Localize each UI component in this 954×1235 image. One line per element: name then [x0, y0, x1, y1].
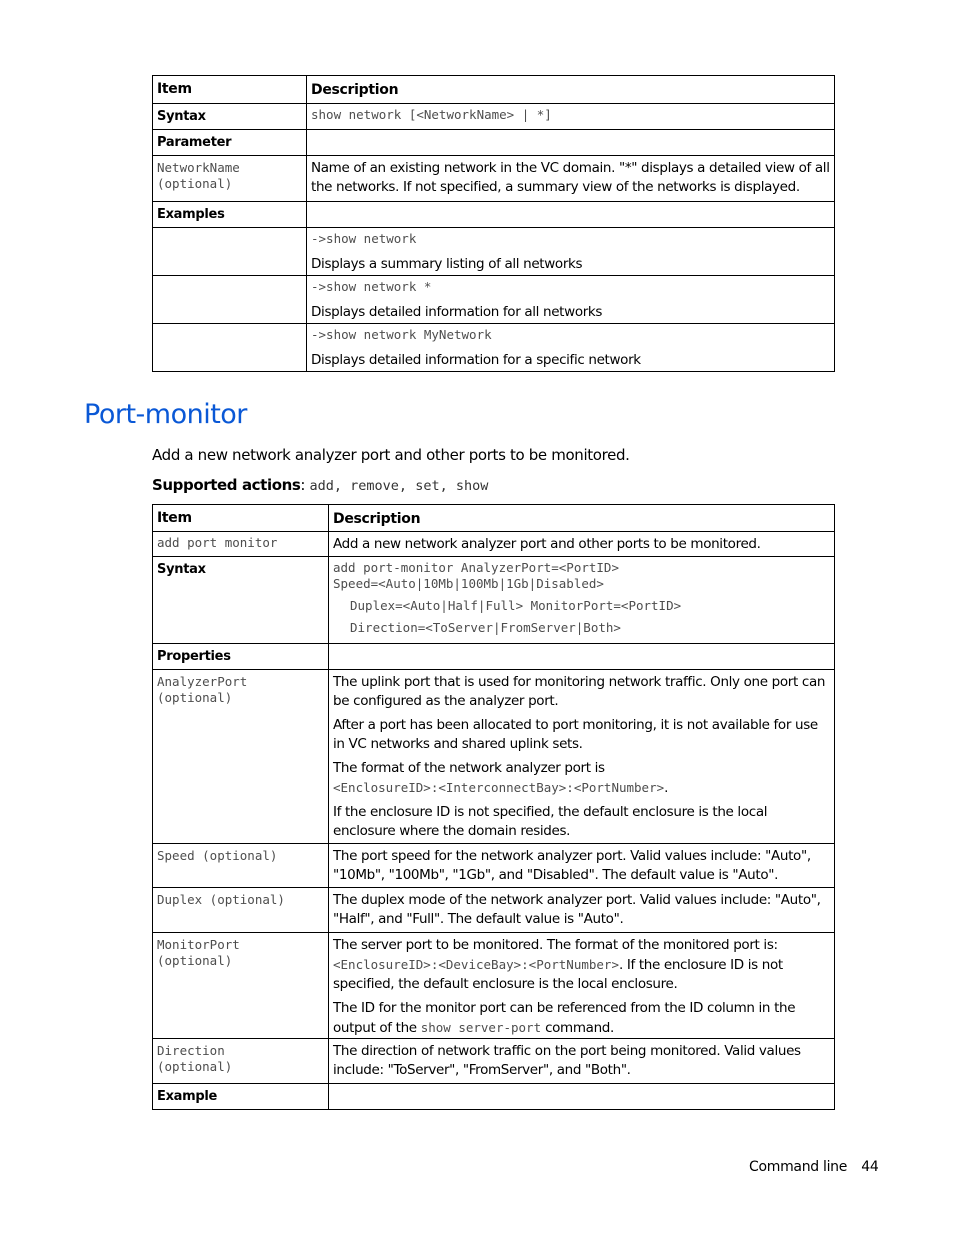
- monitorport-id-text: The ID for the monitor port can be referenced from the ID column in the output of the: [333, 1000, 796, 1036]
- example-label: Example: [153, 1084, 329, 1110]
- supported-actions: [152, 476, 488, 494]
- table-header-row: [153, 76, 835, 104]
- example-row: [153, 228, 835, 276]
- example-cell: [307, 228, 835, 276]
- speed-param: [153, 844, 329, 888]
- monitorport-format-code: <EnclosureID>:<DeviceBay>:<PortNumber>: [333, 957, 619, 972]
- example-row-empty: [153, 228, 307, 276]
- example-row: [153, 276, 835, 324]
- page-footer: [749, 1159, 878, 1175]
- add-port-monitor-code: add port monitor: [157, 535, 278, 550]
- syntax-line-3: Duplex=<Auto|Half|Full> MonitorPort=<PortID>: [350, 598, 682, 613]
- properties-empty: [329, 644, 835, 670]
- monitorport-name: MonitorPort: [157, 937, 240, 952]
- parameter-row: [153, 130, 835, 156]
- syntax-row: [153, 557, 835, 644]
- analyzerport-para-4: If the enclosure ID is not specified, the default enclosure is the local enclosure where the domain resides.: [333, 804, 768, 839]
- show-network-table: [152, 75, 835, 372]
- example-label-row: [153, 1084, 835, 1110]
- syntax-line-2: Speed=<Auto|10Mb|100Mb|1Gb|Disabled>: [333, 576, 604, 591]
- header-item: Item: [153, 76, 307, 104]
- networkname-description: Name of an existing network in the VC domain. "*" displays a detailed view of all the networks. If not specified, a summary view of the networks is displayed.: [307, 156, 835, 202]
- example-row-empty: [153, 276, 307, 324]
- analyzerport-para-2: After a port has been allocated to port monitoring, it is not available for use in VC networks and shared uplink sets.: [333, 717, 818, 752]
- analyzerport-row: [153, 670, 835, 844]
- syntax-line-1: add port-monitor AnalyzerPort=<PortID>: [333, 560, 619, 575]
- footer-section: Command line: [749, 1159, 848, 1175]
- monitorport-id-end: command.: [545, 1020, 614, 1036]
- example-code: ->show network MyNetwork: [311, 327, 492, 342]
- direction-name: Direction: [157, 1043, 225, 1058]
- analyzerport-format-text: The format of the network analyzer port is: [333, 760, 605, 776]
- monitorport-format-text: The server port to be monitored. The format of the monitored port is:: [333, 937, 778, 953]
- examples-label: Examples: [153, 202, 307, 228]
- speed-row: [153, 844, 835, 888]
- analyzerport-para-3: [333, 759, 830, 798]
- examples-empty: [307, 202, 835, 228]
- direction-optional: (optional): [157, 1059, 233, 1074]
- analyzerport-description: [329, 670, 835, 844]
- header-item: Item: [153, 505, 329, 532]
- properties-label: Properties: [153, 644, 329, 670]
- syntax-label: Syntax: [153, 557, 329, 644]
- supported-actions-list: add, remove, set, show: [309, 478, 489, 494]
- duplex-description: The duplex mode of the network analyzer port. Valid values include: "Auto", "Half", and "Full". The default value is "Auto".: [329, 888, 835, 933]
- direction-description: The direction of network traffic on the port being monitored. Valid values include: "ToServer", "FromServer", and "Both".: [329, 1039, 835, 1084]
- example-empty: [329, 1084, 835, 1110]
- example-cell: [307, 276, 835, 324]
- networkname-optional: (optional): [157, 176, 233, 191]
- analyzerport-para-1: The uplink port that is used for monitoring network traffic. Only one port can be configured as the analyzer port.: [333, 674, 826, 709]
- example-text: Displays detailed information for all networks: [311, 304, 603, 320]
- example-code: ->show network *: [311, 279, 432, 294]
- properties-row: [153, 644, 835, 670]
- networkname-name: NetworkName: [157, 160, 240, 175]
- monitorport-para-1: [333, 936, 830, 994]
- analyzerport-optional: (optional): [157, 690, 233, 705]
- syntax-row: [153, 104, 835, 130]
- monitorport-id-code: show server-port: [420, 1020, 542, 1035]
- syntax-code: [329, 557, 835, 644]
- supported-actions-label: Supported actions: [152, 476, 301, 494]
- section-title: Port-monitor: [84, 399, 247, 430]
- example-code: ->show network: [311, 231, 417, 246]
- port-monitor-table: [152, 504, 835, 1110]
- monitorport-description: [329, 933, 835, 1039]
- example-row: [153, 324, 835, 372]
- speed-description: The port speed for the network analyzer port. Valid values include: "Auto", "10Mb", "100Mb", "1Gb", and "Disabled". The default value is "Auto".: [329, 844, 835, 888]
- duplex-row: [153, 888, 835, 933]
- add-port-monitor-description: Add a new network analyzer port and other ports to be monitored.: [329, 532, 835, 557]
- example-text: Displays detailed information for a specific network: [311, 352, 641, 368]
- monitorport-format-end: . If the enclosure ID is not specified, the default enclosure is the local enclosure.: [333, 957, 783, 992]
- syntax-code-text: show network [<NetworkName> | *]: [311, 107, 552, 122]
- table-header-row: [153, 505, 835, 532]
- analyzerport-name: AnalyzerPort: [157, 674, 248, 689]
- footer-page-number: 44: [861, 1159, 879, 1175]
- direction-param: [153, 1039, 329, 1084]
- networkname-param: [153, 156, 307, 202]
- parameter-label: Parameter: [153, 130, 307, 156]
- supported-actions-sep: :: [300, 476, 310, 494]
- monitorport-para-2: [333, 999, 830, 1038]
- duplex-param: [153, 888, 329, 933]
- example-cell: [307, 324, 835, 372]
- add-port-monitor-cell: [153, 532, 329, 557]
- duplex-name: Duplex (optional): [157, 892, 285, 907]
- header-description: Description: [329, 505, 835, 532]
- syntax-code: [307, 104, 835, 130]
- header-description: Description: [307, 76, 835, 104]
- monitorport-row: [153, 933, 835, 1039]
- section-intro: Add a new network analyzer port and other ports to be monitored.: [152, 446, 630, 464]
- analyzerport-param: [153, 670, 329, 844]
- syntax-label: Syntax: [153, 104, 307, 130]
- monitorport-optional: (optional): [157, 953, 233, 968]
- parameter-empty: [307, 130, 835, 156]
- analyzerport-format-code: <EnclosureID>:<InterconnectBay>:<PortNumber>: [333, 780, 665, 795]
- networkname-row: [153, 156, 835, 202]
- add-port-monitor-row: [153, 532, 835, 557]
- monitorport-param: [153, 933, 329, 1039]
- example-text: Displays a summary listing of all networks: [311, 256, 583, 272]
- analyzerport-format-end: .: [664, 780, 669, 796]
- example-row-empty: [153, 324, 307, 372]
- examples-row: [153, 202, 835, 228]
- syntax-line-4: Direction=<ToServer|FromServer|Both>: [350, 620, 621, 635]
- speed-name: Speed (optional): [157, 848, 278, 863]
- direction-row: [153, 1039, 835, 1084]
